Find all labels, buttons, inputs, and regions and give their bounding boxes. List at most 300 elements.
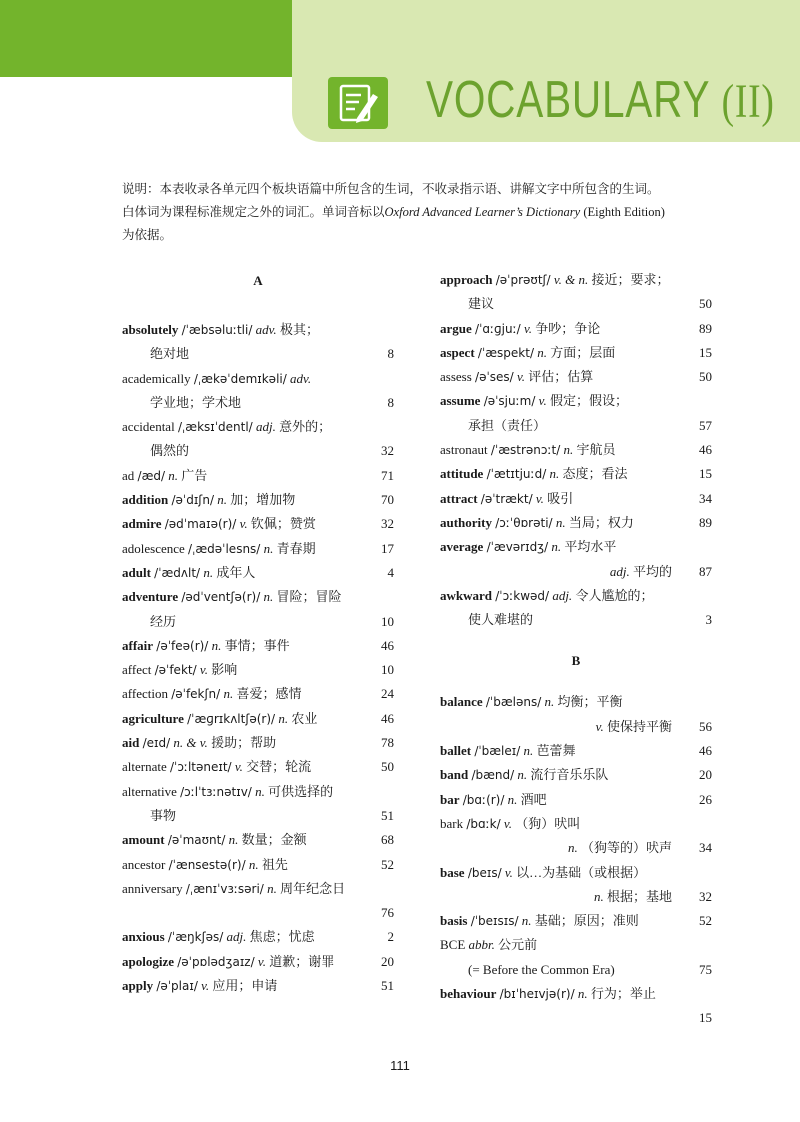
vocab-entry — [440, 861, 712, 910]
definition: 接近；要求； — [591, 272, 670, 287]
vocab-entry — [440, 389, 712, 438]
phonetic: /ˈæspekt/ — [477, 345, 534, 360]
entry-main-line — [122, 585, 394, 609]
phonetic: /bɪˈheɪvjə(r)/ — [499, 987, 575, 1002]
vocab-entry — [440, 487, 712, 511]
part-of-speech: n. — [248, 856, 259, 872]
definition-continued: 平均的 — [632, 563, 672, 579]
headword: agriculture — [122, 710, 184, 726]
part-of-speech: n. — [517, 767, 528, 783]
entry-main-line — [122, 828, 394, 852]
entry-main-line — [122, 780, 394, 804]
entry-main-line — [122, 634, 394, 658]
entry-main-line — [440, 982, 712, 1006]
vocab-entry — [122, 561, 394, 585]
part-of-speech: n. & v. — [173, 735, 208, 751]
part-of-speech: v. — [595, 718, 604, 734]
part-of-speech: v. & n. — [553, 272, 589, 287]
definition: 公元前 — [498, 937, 538, 953]
page-ref: 15 — [699, 1010, 712, 1026]
headword: anxious — [122, 929, 165, 945]
page-ref: 15 — [699, 344, 712, 360]
definition-continued: (= Before the Common Era) — [468, 961, 615, 977]
page-ref: 78 — [381, 735, 394, 751]
headword: base — [440, 864, 465, 880]
definition: 基础；原因；准则 — [534, 913, 639, 929]
headword: attitude — [440, 466, 484, 482]
definition: 援助；帮助 — [211, 735, 277, 751]
page-ref: 10 — [381, 613, 394, 629]
part-of-speech: adj. — [552, 587, 573, 603]
definition: 态度；看法 — [562, 466, 628, 482]
part-of-speech: adj. — [226, 929, 247, 945]
phonetic: /ˈɔːkwəd/ — [495, 588, 550, 603]
vocab-entry — [440, 511, 712, 535]
phonetic: /əˈplaɪ/ — [156, 979, 198, 994]
definition: 当局；权力 — [568, 514, 634, 530]
part-of-speech: v. — [201, 978, 210, 994]
headword: approach — [440, 272, 493, 287]
phonetic: /əˈprəʊtʃ/ — [495, 273, 551, 287]
definition: 宇航员 — [576, 442, 616, 458]
entry-main-line — [440, 788, 712, 812]
phonetic: /ˈɔːltəneɪt/ — [170, 760, 232, 775]
vocab-entry — [122, 682, 394, 706]
entry-continuation — [440, 958, 712, 982]
entry-continuation — [122, 610, 394, 634]
definition: 农业 — [291, 710, 318, 726]
vocab-column-right — [440, 268, 712, 1031]
definition: 成年人 — [216, 564, 256, 580]
vocab-entry — [122, 974, 394, 998]
headword: affair — [122, 637, 154, 653]
entry-main-line — [122, 367, 394, 391]
entry-continuation — [122, 342, 394, 366]
part-of-speech: n. — [549, 466, 560, 482]
phonetic: /ˈbeɪsɪs/ — [470, 914, 519, 929]
page-ref: 20 — [699, 767, 712, 783]
part-of-speech: n. — [228, 832, 239, 848]
vocab-entry — [440, 365, 712, 389]
headword: apply — [122, 978, 154, 994]
definition: 数量；金额 — [241, 832, 307, 848]
part-of-speech: adv. — [290, 370, 312, 386]
definition-continued: 事物 — [150, 807, 177, 823]
entry-main-line — [122, 755, 394, 779]
entry-continuation — [440, 836, 712, 860]
page-ref: 89 — [699, 514, 712, 530]
phonetic: /eɪd/ — [142, 736, 171, 751]
definition: 极其； — [279, 322, 319, 337]
headword: amount — [122, 832, 165, 848]
phonetic: /ˌænɪˈvɜːsəri/ — [185, 881, 264, 896]
entry-main-line — [440, 389, 712, 413]
entry-main-line — [122, 537, 394, 561]
part-of-speech: v. — [523, 320, 532, 336]
entry-main-line — [122, 950, 394, 974]
headword: academically — [122, 370, 191, 386]
entry-continuation — [440, 560, 712, 584]
phonetic: /əˈfekʃn/ — [171, 687, 221, 702]
page-ref: 8 — [387, 346, 394, 362]
headword: behaviour — [440, 986, 497, 1002]
part-of-speech: n. — [263, 589, 274, 605]
headword: average — [440, 539, 484, 555]
entry-main-line — [122, 658, 394, 682]
entry-main-line — [440, 861, 712, 885]
definition: 交替；轮流 — [246, 759, 312, 775]
vocab-entry — [122, 925, 394, 949]
entry-continuation — [122, 901, 394, 925]
headword: adventure — [122, 589, 179, 605]
vocab-entry — [440, 763, 712, 787]
page-ref: 75 — [699, 961, 712, 977]
phonetic: /ˈbæleɪ/ — [474, 744, 521, 759]
part-of-speech: v. — [504, 864, 513, 880]
phonetic: /bɑː(r)/ — [462, 792, 505, 807]
entry-main-line — [440, 268, 712, 292]
part-of-speech: v. — [503, 815, 512, 831]
page-ref: 20 — [381, 953, 394, 969]
part-of-speech: n. — [507, 791, 518, 807]
part-of-speech: n. — [593, 888, 604, 904]
definition: 影响 — [211, 662, 238, 678]
headword: band — [440, 767, 469, 783]
headword: alternative — [122, 783, 177, 799]
definition: 以…为基础（或根据） — [516, 864, 647, 880]
vocab-entry — [122, 731, 394, 755]
vocab-entry — [122, 634, 394, 658]
vocab-entry — [440, 535, 712, 584]
vocab-entry — [122, 488, 394, 512]
entry-main-line — [122, 464, 394, 488]
headword: apologize — [122, 953, 174, 969]
vocab-entry — [122, 318, 394, 367]
definition: 酒吧 — [520, 791, 547, 807]
headword: authority — [440, 514, 492, 530]
phonetic: /ˌæksɪˈdentl/ — [177, 420, 253, 435]
page-ref: 76 — [381, 905, 394, 921]
page-ref: 4 — [387, 564, 394, 580]
vocab-entry — [122, 950, 394, 974]
vocab-entry — [440, 438, 712, 462]
vocab-entry — [440, 812, 712, 861]
phonetic: /əˈfekt/ — [154, 663, 197, 678]
entry-main-line — [122, 853, 394, 877]
vocab-entry — [122, 780, 394, 829]
vocab-entry — [440, 909, 712, 933]
entry-continuation — [440, 715, 712, 739]
headword: bar — [440, 791, 460, 807]
page-ref: 17 — [381, 540, 394, 556]
entry-main-line — [122, 877, 394, 901]
phonetic: /ˈæstrənɔːt/ — [490, 443, 561, 458]
definition: 道歉；谢罪 — [269, 953, 335, 969]
phonetic: /bɑːk/ — [466, 816, 501, 831]
headword: admire — [122, 516, 162, 532]
part-of-speech: v. — [199, 662, 208, 678]
part-of-speech: v. — [516, 369, 525, 385]
phonetic: /ˌædəˈlesns/ — [188, 541, 261, 556]
vocab-entry — [440, 739, 712, 763]
entry-main-line — [440, 933, 712, 957]
definition: 冒险；冒险 — [276, 589, 342, 605]
definition: 钦佩；赞赏 — [250, 516, 316, 532]
part-of-speech: v. — [538, 393, 547, 409]
page-ref: 68 — [381, 832, 394, 848]
part-of-speech: n. — [537, 344, 547, 360]
phonetic: /əˈses/ — [475, 370, 514, 385]
headword: addition — [122, 492, 169, 508]
entry-main-line — [440, 511, 712, 535]
vocab-entry — [440, 584, 712, 633]
headword: assess — [440, 369, 472, 385]
definition: 事情；事件 — [224, 637, 290, 653]
page-ref: 46 — [381, 637, 394, 653]
definition-continued: 学业地；学术地 — [150, 394, 242, 410]
headword: adult — [122, 564, 151, 580]
page-ref: 57 — [699, 417, 712, 433]
part-of-speech: n. — [168, 467, 179, 483]
vocab-entry — [122, 415, 394, 464]
page-title: VOCABULARY (II) — [426, 71, 775, 129]
part-of-speech: v. — [257, 953, 266, 969]
entry-main-line — [440, 763, 712, 787]
vocab-entry — [122, 828, 394, 852]
entry-continuation — [440, 1006, 712, 1030]
definition-continued: 使保持平衡 — [606, 718, 672, 734]
vocab-entry — [440, 690, 712, 739]
headword: balance — [440, 694, 483, 710]
definition-continued: 使人难堪的 — [468, 612, 534, 628]
headword: adolescence — [122, 540, 185, 556]
entry-main-line — [440, 317, 712, 341]
definition: 平均水平 — [564, 539, 617, 555]
part-of-speech: n. — [544, 694, 555, 710]
headword: awkward — [440, 587, 493, 603]
entry-main-line — [440, 487, 712, 511]
headword: argue — [440, 320, 472, 336]
vocab-entry — [122, 512, 394, 536]
phonetic: /ɔːˈθɒrəti/ — [495, 515, 553, 530]
phonetic: /beɪs/ — [467, 865, 502, 880]
vocab-entry — [440, 788, 712, 812]
entry-continuation — [122, 391, 394, 415]
entry-main-line — [440, 438, 712, 462]
part-of-speech: n. — [523, 743, 534, 759]
headword: affection — [122, 686, 168, 702]
phonetic: /ˈɑːɡjuː/ — [475, 321, 521, 336]
part-of-speech: n. — [521, 913, 532, 929]
page-ref: 89 — [699, 320, 712, 336]
phonetic: /əˈtrækt/ — [480, 491, 533, 506]
phonetic: /əˈpɒlədʒaɪz/ — [177, 954, 255, 969]
vocab-entry — [440, 982, 712, 1031]
part-of-speech: n. — [217, 492, 227, 508]
page-ref: 46 — [699, 442, 712, 458]
headword: basis — [440, 913, 468, 929]
entry-continuation — [440, 608, 712, 632]
entry-main-line — [122, 974, 394, 998]
part-of-speech: n. — [263, 540, 274, 556]
entry-main-line — [122, 488, 394, 512]
definition: 祖先 — [261, 856, 288, 872]
intro-line-1: 说明：本表收录各单元四个板块语篇中所包含的生词，不收录指示语、讲解文字中所包含的生词。 — [122, 182, 660, 196]
page-ref: 52 — [381, 856, 394, 872]
definition-continued: 绝对地 — [150, 346, 190, 362]
entry-continuation — [122, 804, 394, 828]
phonetic: /ˈænsestə(r)/ — [168, 857, 246, 872]
definition: 意外的； — [279, 419, 332, 435]
phonetic: /ədˈmaɪə(r)/ — [164, 517, 237, 532]
headword: ancestor — [122, 856, 166, 872]
definition: 争吵；争论 — [535, 320, 601, 336]
definition-continued: 承担（责任） — [468, 417, 547, 433]
vocab-entry — [440, 462, 712, 486]
definition: 焦虑；忧虑 — [249, 929, 315, 945]
entry-main-line — [440, 462, 712, 486]
phonetic: /bænd/ — [471, 768, 515, 783]
definition: 方面；层面 — [550, 344, 616, 360]
page-ref: 50 — [381, 759, 394, 775]
definition-continued: 偶然的 — [150, 443, 190, 459]
phonetic: /əˈfeə(r)/ — [156, 638, 209, 653]
part-of-speech: adj. — [255, 419, 276, 435]
page-ref: 32 — [699, 888, 712, 904]
vocab-entry — [122, 755, 394, 779]
part-of-speech: n. — [555, 514, 566, 530]
phonetic: /ədˈventʃə(r)/ — [181, 590, 261, 605]
entry-main-line — [122, 707, 394, 731]
intro-line-2: 白体词为课程标准规定之外的词汇。单词音标以Oxford Advanced Learner’s Dictionary (Eighth Edition) — [122, 205, 665, 219]
entry-main-line — [122, 318, 394, 342]
vocab-column-left — [122, 268, 394, 998]
definition: 吸引 — [547, 490, 574, 506]
phonetic: /æd/ — [137, 468, 166, 483]
page-number: 111 — [390, 1058, 410, 1073]
entry-main-line — [122, 415, 394, 439]
phonetic: /ˈævərɪdʒ/ — [486, 540, 549, 555]
definition: 芭蕾舞 — [536, 743, 576, 759]
headword: attract — [440, 490, 478, 506]
headword: alternate — [122, 759, 167, 775]
page-ref: 34 — [699, 490, 712, 506]
entry-main-line — [440, 909, 712, 933]
vocab-entry — [440, 268, 712, 317]
page-ref: 56 — [699, 718, 712, 734]
page-ref: 46 — [381, 710, 394, 726]
page-ref: 34 — [699, 840, 712, 856]
definition-continued: 经历 — [150, 613, 177, 629]
part-of-speech: n. — [567, 840, 578, 856]
part-of-speech: n. — [203, 564, 214, 580]
intro-note — [122, 178, 742, 247]
part-of-speech: adv. — [255, 322, 277, 337]
headword: ballet — [440, 743, 472, 759]
page-ref: 26 — [699, 791, 712, 807]
vocab-entry — [122, 707, 394, 731]
section-letter-b: B — [571, 653, 581, 669]
definition: 均衡；平衡 — [557, 694, 623, 710]
phonetic: /əˈdɪʃn/ — [171, 493, 214, 508]
definition: 流行音乐乐队 — [530, 767, 609, 783]
definition: 假定；假设； — [549, 393, 628, 409]
entry-continuation — [122, 439, 394, 463]
phonetic: /ˈætɪtjuːd/ — [486, 467, 547, 482]
definition: （狗）吠叫 — [515, 815, 581, 831]
entry-continuation — [440, 885, 712, 909]
entry-main-line — [122, 561, 394, 585]
part-of-speech: n. — [551, 539, 562, 555]
part-of-speech: n. — [563, 442, 574, 458]
entry-main-line — [122, 925, 394, 949]
definition-continued: 根据；基地 — [606, 888, 672, 904]
headword: aid — [122, 735, 140, 751]
definition: 喜爱；感情 — [236, 686, 302, 702]
phonetic: /ˈæbsəluːtli/ — [181, 323, 253, 337]
page-ref: 52 — [699, 913, 712, 929]
headword: bark — [440, 815, 464, 831]
entry-main-line — [122, 512, 394, 536]
definition: 周年纪念日 — [280, 880, 346, 896]
vocab-entry — [122, 877, 394, 926]
part-of-speech: abbr. — [468, 937, 495, 953]
headword: BCE — [440, 937, 466, 953]
page-ref: 71 — [381, 467, 394, 483]
page-ref: 32 — [381, 516, 394, 532]
part-of-speech: n. — [255, 783, 265, 799]
phonetic: /ɔːlˈtɜːnətɪv/ — [180, 784, 252, 799]
page-ref: 15 — [699, 466, 712, 482]
entry-continuation — [440, 292, 712, 316]
definition: 行为；举止 — [590, 986, 656, 1002]
page-ref: 46 — [699, 743, 712, 759]
phonetic: /ˈæŋkʃəs/ — [167, 930, 224, 945]
part-of-speech: n. — [211, 637, 222, 653]
header-accent-bar — [0, 0, 292, 77]
page-ref: 32 — [381, 443, 394, 459]
intro-line-3: 为依据。 — [122, 228, 173, 242]
vocab-entry — [440, 341, 712, 365]
part-of-speech: v. — [535, 490, 544, 506]
part-of-speech: n. — [267, 880, 277, 896]
entry-main-line — [122, 731, 394, 755]
phonetic: /ˈæɡrɪkʌltʃə(r)/ — [187, 711, 276, 726]
definition: 评估；估算 — [528, 369, 594, 385]
headword: anniversary — [122, 880, 183, 896]
section-letter-a: A — [253, 273, 263, 288]
definition-continued: 建议 — [468, 296, 495, 312]
entry-main-line — [440, 535, 712, 559]
notebook-pencil-icon — [327, 76, 389, 130]
part-of-speech: adj. — [609, 563, 630, 579]
vocab-entry — [122, 585, 394, 634]
vocab-entry — [440, 933, 712, 982]
page-ref: 51 — [381, 978, 394, 994]
headword: astronaut — [440, 442, 488, 458]
definition: 可供选择的 — [268, 783, 334, 799]
headword: assume — [440, 393, 481, 409]
part-of-speech: n. — [577, 986, 588, 1002]
phonetic: /ˈædʌlt/ — [154, 565, 201, 580]
headword: absolutely — [122, 322, 179, 337]
definition: 加；增加物 — [230, 492, 296, 508]
part-of-speech: n. — [278, 710, 289, 726]
headword: aspect — [440, 344, 475, 360]
definition: 广告 — [181, 467, 208, 483]
definition-continued: （狗等的）吠声 — [580, 840, 672, 856]
definition: 青春期 — [276, 540, 316, 556]
